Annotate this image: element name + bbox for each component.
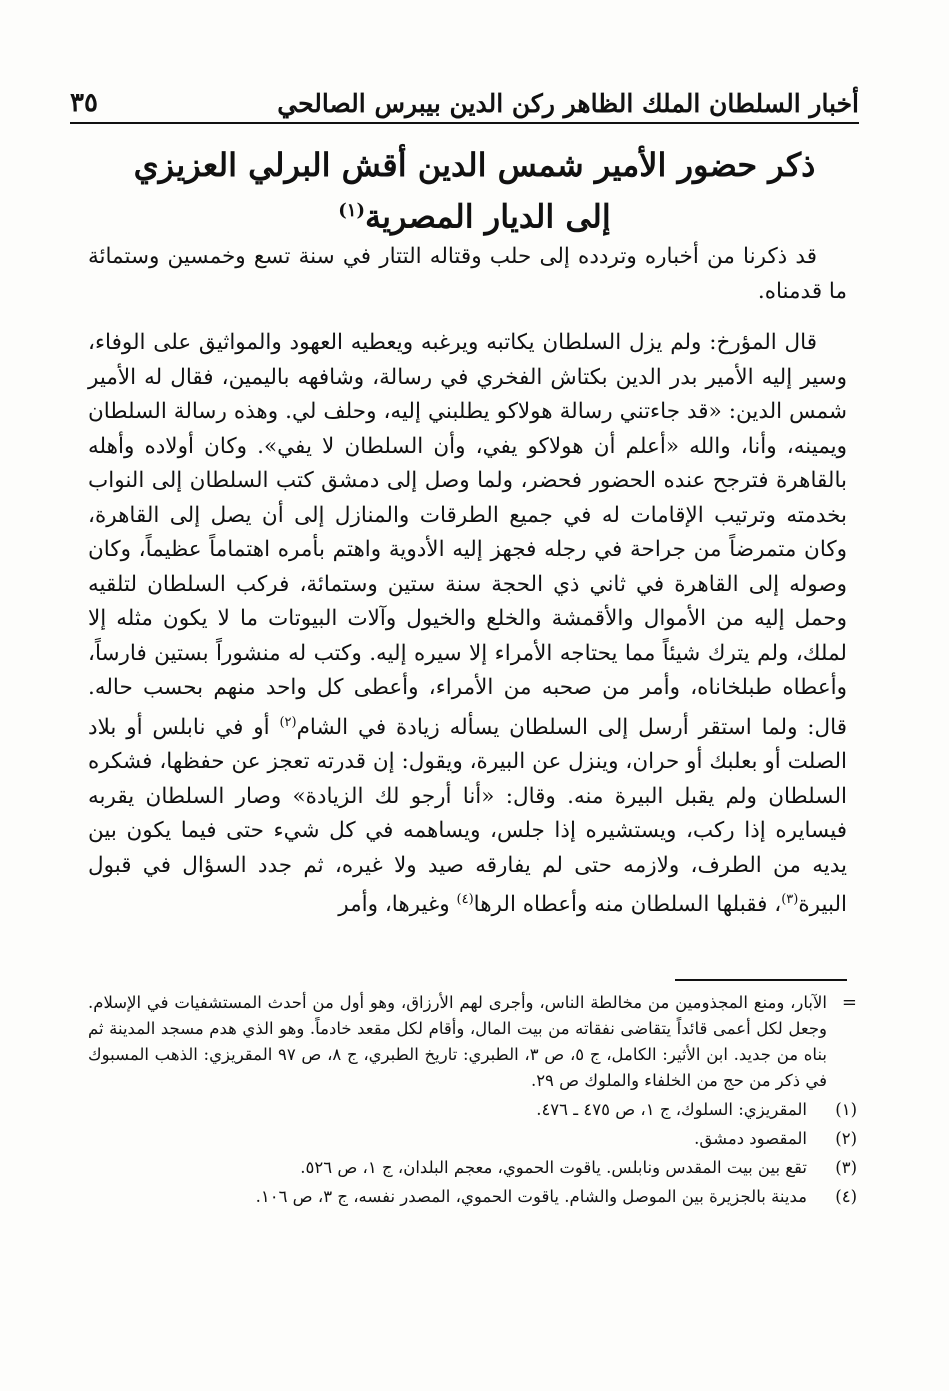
footnotes [88,990,857,1210]
footnote-4 [88,1184,857,1210]
paragraph-1-text: قد ذكرنا من أخباره وتردده إلى حلب وقتاله التتار في سنة تسع وخمسين وستمائة ما قدمناه. [88,244,847,304]
footnote-ref-2[interactable]: (٢) [279,714,297,730]
continuation-text: الآبار، ومنع المجذومين من مخالطة الناس، وأجرى لهم الأرزاق، وهو أول من أحدث المستشفيات في الإسلام. وجعل لكل أعمى قائداً يتقاضى نفقاته من بيت المال، وأقام لكل مقعد خادماً. وهو الذي هدم مسجد المدينة ثم بناه من جديد. ابن الأثير: الكامل، ج ٥، ص ٣، الطبري: تاريخ الطبري، ج ٨، ص ٩٧ المقريزي: الذهب المسبوك في ذكر من حج من الخلفاء والملوك ص ٢٩. [88,993,828,1090]
footnote-ref-4[interactable]: (٤) [456,892,474,908]
section-title-line2 [80,188,869,240]
footnote-ref-1[interactable]: (١) [338,200,365,221]
paragraph-2-text-d: وغيرها، وأمر [338,892,457,918]
footnote-number: (٢) [835,1129,857,1148]
paragraph-2-text-a: قال المؤرخ: ولم يزل السلطان يكاتبه ويرغبه ويعطيه العهود والمواثيق على الوفاء، وسير إليه الأمير بدر الدين بكتاش الفخري في رسالة، وشافهه باليمين، فقال له الأمير شمس الدين: «قد جاءتني رسالة هولاكو يطلبني إليه، وحلف لي. وهذه رسالة السلطان ويمينه، وأنا، والله «أعلم أن هولاكو يفي، وأن السلطان لا يفي». وكان أولاده وأهله بالقاهرة فترجح عنده الحضور فحضر، ولما وصل إلى دمشق كتب السلطان إلى النواب بخدمته وترتيب الإقامات له في جميع الطرقات والمنازل إلى أن يصل إلى القاهرة، وكان متمرضاً من جراحة في رجله فجهز إليه الأدوية واهتم بأمره اهتماماً عظيماً، وكان وصوله إلى القاهرة في ثاني ذي الحجة سنة ستين وستمائة، فركب السلطان لتلقيه وحمل إليه من الأموال والأقمشة والخلع والخيول وآلات البيوتات ما لا يكون مثله إلا لملك، ولم يترك شيئاً مما يحتاجه الأمراء إلا سيره إليه. وكتب له منشوراً بستين فارساً، وأعطاه طبلخاناه، وأمر من صحبه من الأمراء، وأعطى كل واحد منهم بحسب حاله. قال: ولما استقر أرسل إلى السلطان يسأله زيادة في الشام [88,330,848,740]
footnote-continuation [88,990,857,1094]
paragraph-1 [88,240,847,309]
running-title: أخبار السلطان الملك الظاهر ركن الدين بيبرس الصالحي [277,89,859,118]
section-title [80,142,869,240]
paragraph-2-text-b: أو في نابلس أو بلاد الصلت أو بعلبك أو حران، وينزل عن البيرة، ويقول: إن قدرته تعجز عن حفظها، فشكره السلطان ولم يقبل البيرة منه. وقال: «أنا أرجو لك الزيادة» وصار السلطان يقربه فيسايره إذا ركب، ويستشيره إذا جلس، ويساهمه في كل شيء حتى فيما يكون بين يديه من الطرف، ولازمه حتى لم يفارقه صيد ولا غيره، ثم جدد السؤال في قبول البيرة [88,714,848,918]
main-text [88,240,847,923]
footnote-3 [88,1155,857,1181]
footnote-number: (٤) [835,1187,857,1206]
page-header [70,78,859,124]
footnote-2 [88,1126,857,1152]
footnote-1 [88,1097,857,1123]
footnote-number: (٣) [835,1158,857,1177]
section-title-line1: ذكر حضور الأمير شمس الدين أقش البرلي العزيزي [133,146,816,184]
footnote-text: المقريزي: السلوك، ج ١، ص ٤٧٥ ـ ٤٧٦. [536,1100,807,1119]
page-number: ٣٥ [70,88,98,118]
footnote-text: تقع بين بيت المقدس ونابلس. ياقوت الحموي، معجم البلدان، ج ١، ص ٥٢٦. [300,1158,807,1177]
footnote-number: (١) [835,1100,857,1119]
paragraph-2-text-c: ، فقبلها السلطان منه وأعطاه الرها [473,892,782,918]
footnote-text: مدينة بالجزيرة بين الموصل والشام. ياقوت الحموي، المصدر نفسه، ج ٣، ص ١٠٦. [255,1187,807,1206]
footnote-ref-3[interactable]: (٣) [781,892,799,908]
section-title-line2-text: إلى الديار المصرية [364,197,611,236]
continuation-mark: = [841,992,857,1013]
footnote-text: المقصود دمشق. [694,1129,807,1148]
footnote-divider [675,979,847,981]
paragraph-2 [88,326,847,923]
